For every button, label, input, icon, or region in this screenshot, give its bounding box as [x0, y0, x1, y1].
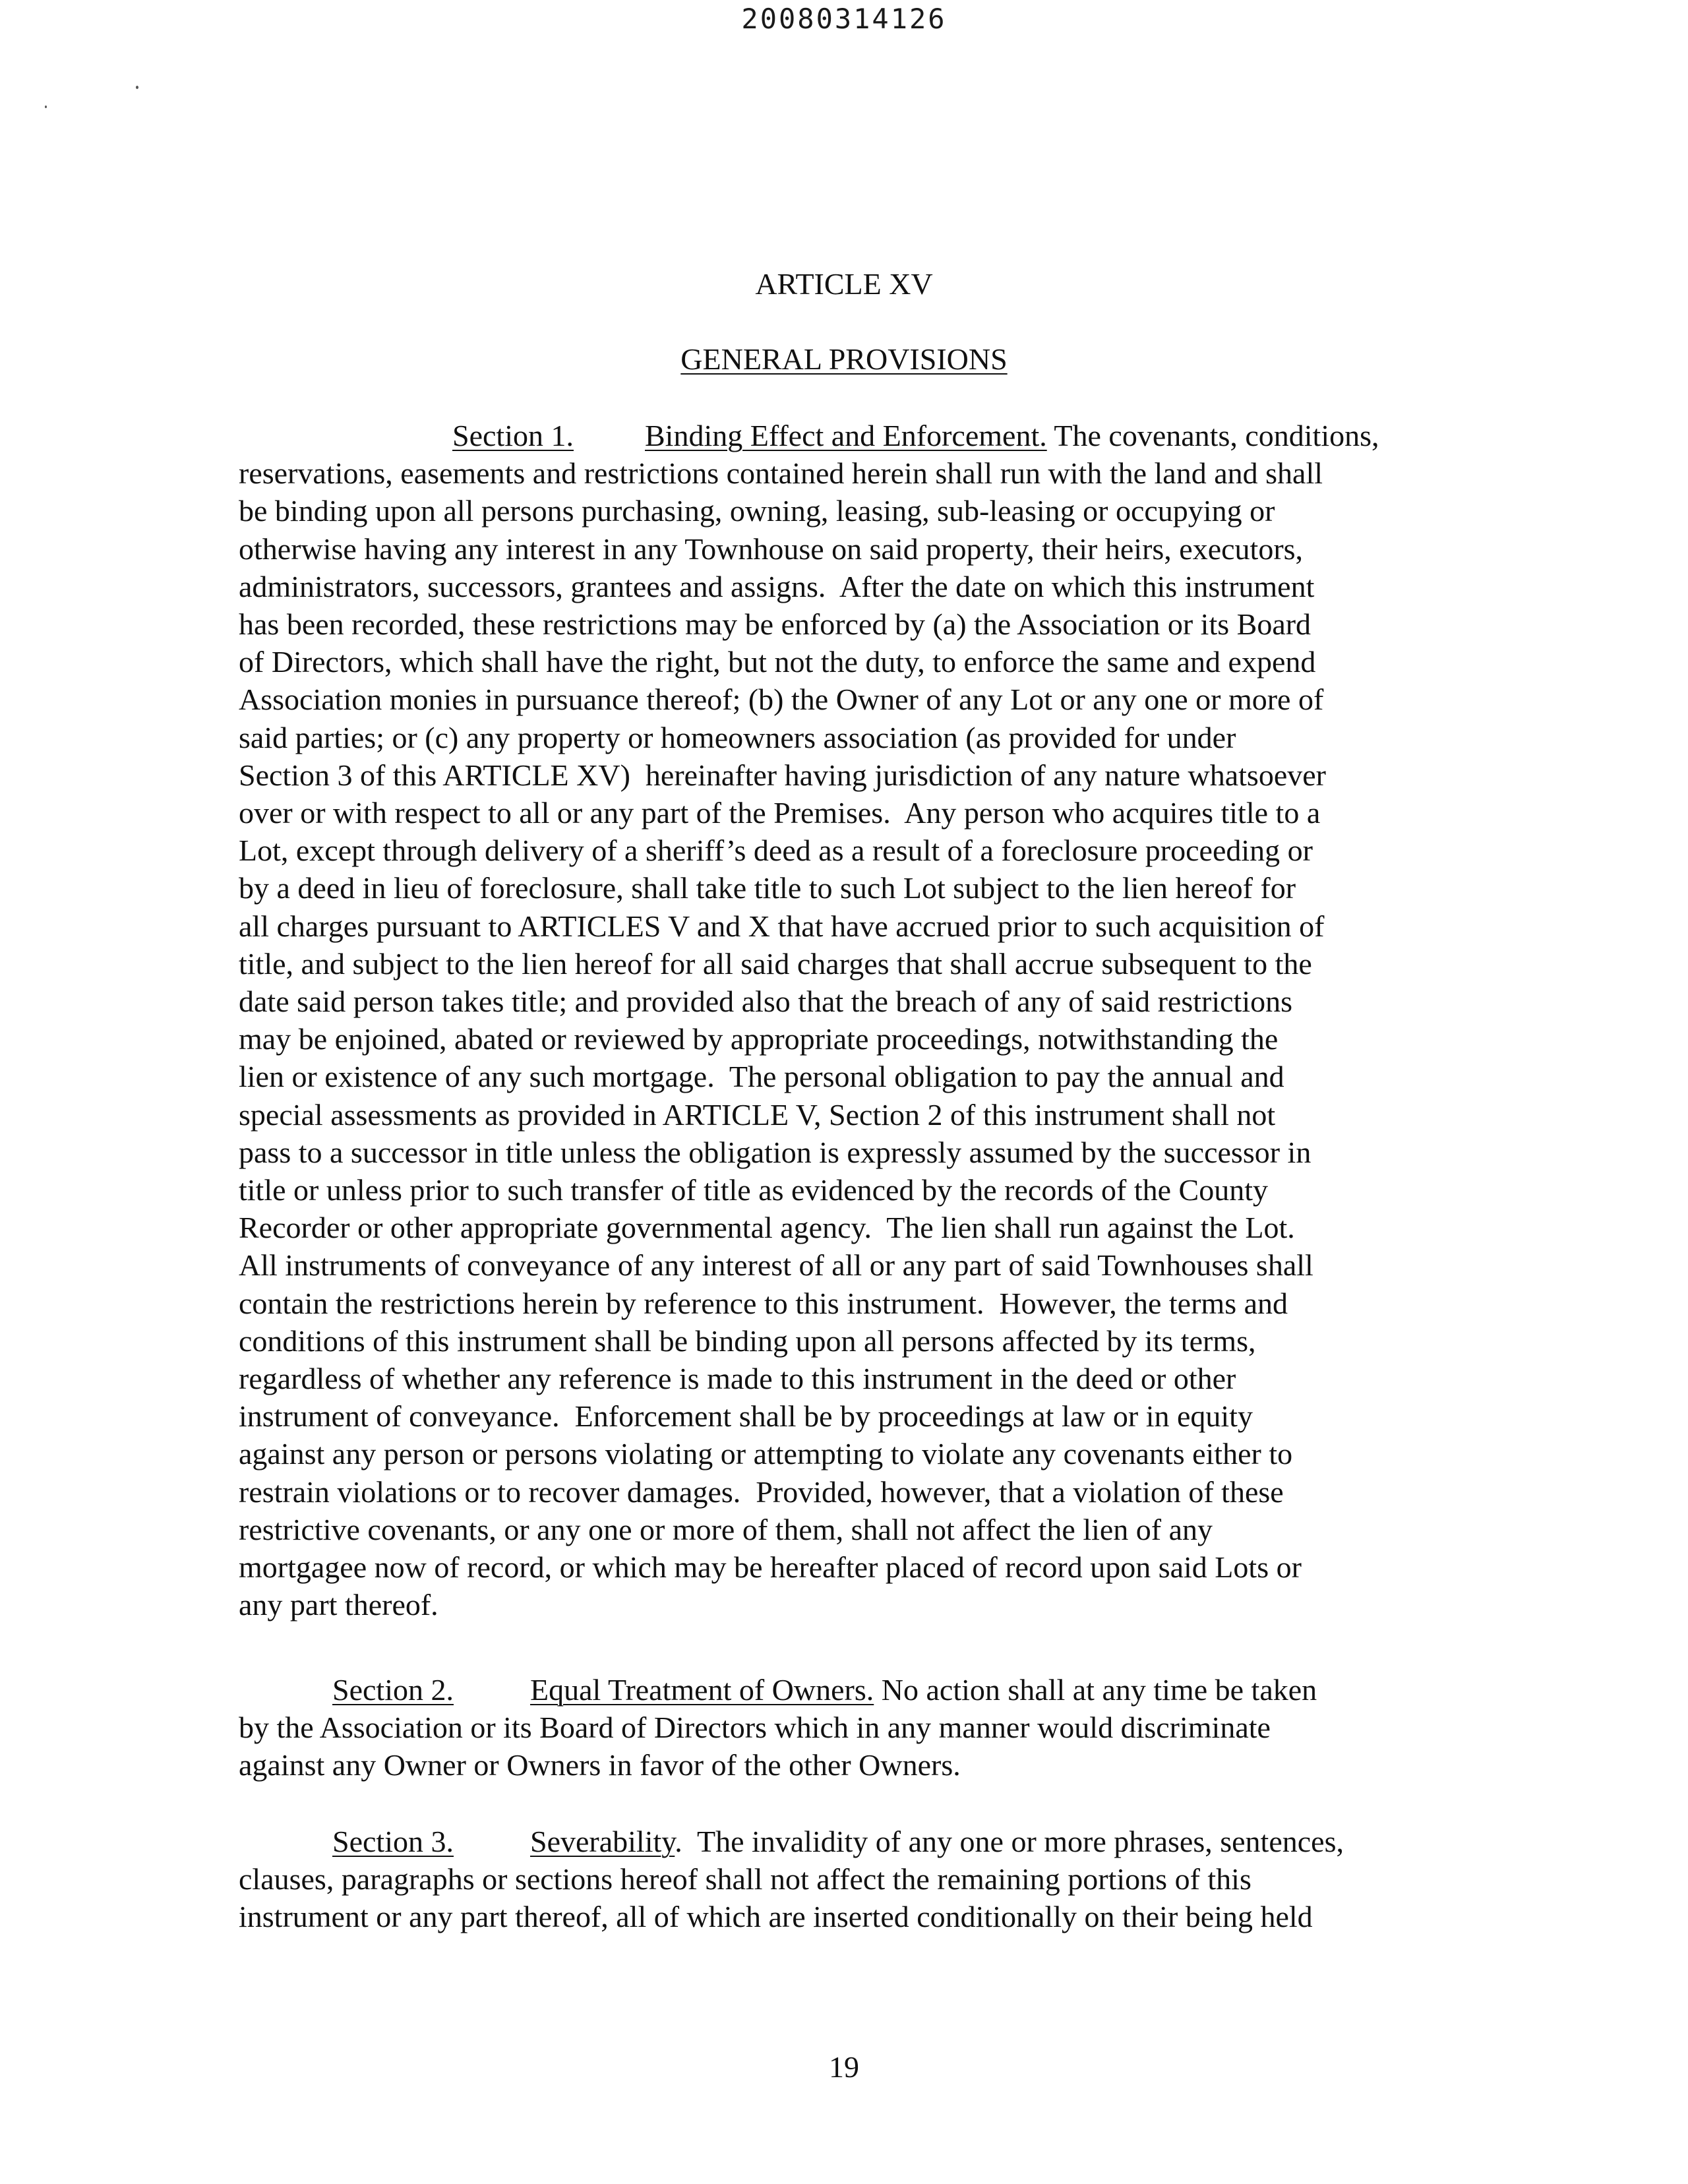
section-1-line: any part thereof. — [239, 1588, 438, 1622]
document-number: 20080314126 — [741, 3, 947, 35]
section-1-line: pass to a successor in title unless the obligation is expressly assumed by the successor in — [239, 1135, 1311, 1169]
article-title: ARTICLE XV — [755, 267, 933, 301]
section-1-line: restrictive covenants, or any one or more of them, shall not affect the lien of any — [239, 1512, 1213, 1546]
section-3-first-line-text: . The invalidity of any one or more phrases, sentences, — [675, 1825, 1344, 1858]
section-1-line: Section 3 of this ARTICLE XV) hereinafter having jurisdiction of any nature whatsoever — [239, 758, 1326, 792]
section-1-line: All instruments of conveyance of any interest of all or any part of said Townhouses shall — [239, 1248, 1313, 1283]
section-1-line: instrument of conveyance. Enforcement shall be by proceedings at law or in equity — [239, 1399, 1253, 1434]
section-3-title: Severability — [530, 1825, 675, 1858]
section-3-label: Section 3. — [332, 1825, 454, 1858]
section-1-line: by a deed in lieu of foreclosure, shall take title to such Lot subject to the lien hereof for — [239, 871, 1296, 905]
section-1-line: regardless of whether any reference is made to this instrument in the deed or other — [239, 1362, 1236, 1396]
section-1-line: title, and subject to the lien hereof for all said charges that shall accrue subsequent to the — [239, 946, 1312, 981]
section-2-first-line — [239, 1671, 1452, 1709]
page-number: 19 — [829, 2050, 859, 2084]
section-3 — [239, 1823, 1452, 1936]
section-1-line: against any person or persons violating or attempting to violate any covenants either to — [239, 1437, 1293, 1471]
section-1-line: Association monies in pursuance thereof; (b) the Owner of any Lot or any one or more of — [239, 682, 1324, 717]
section-1-line: contain the restrictions herein by reference to this instrument. However, the terms and — [239, 1286, 1288, 1320]
section-1-first-line-text: The covenants, conditions, — [1054, 419, 1379, 452]
section-2-label: Section 2. — [332, 1673, 454, 1707]
section-3-first-line — [239, 1823, 1452, 1860]
section-1-line: all charges pursuant to ARTICLES V and X that have accrued prior to such acquisition of — [239, 909, 1325, 943]
section-1-line: be binding upon all persons purchasing, owning, leasing, sub-leasing or occupying or — [239, 494, 1275, 528]
section-1-line: administrators, successors, grantees and assigns. After the date on which this instrument — [239, 569, 1315, 603]
section-1-first-line — [239, 417, 1452, 454]
section-1-line: title or unless prior to such transfer of title as evidenced by the records of the County — [239, 1173, 1269, 1207]
section-2 — [239, 1671, 1452, 1784]
section-2-line: by the Association or its Board of Directors which in any manner would discriminate — [239, 1711, 1271, 1745]
section-3-line: clauses, paragraphs or sections hereof shall not affect the remaining portions of this — [239, 1862, 1251, 1896]
section-1-line: otherwise having any interest in any Townhouse on said property, their heirs, executors, — [239, 531, 1304, 566]
section-1 — [239, 417, 1452, 1624]
section-1-line: Lot, except through delivery of a sheriff’s deed as a result of a foreclosure proceeding or — [239, 834, 1313, 868]
scan-speck — [45, 106, 47, 108]
section-1-line: reservations, easements and restrictions contained herein shall run with the land and shall — [239, 456, 1323, 491]
section-1-line: may be enjoined, abated or reviewed by appropriate proceedings, notwithstanding the — [239, 1022, 1279, 1056]
section-3-line: instrument or any part thereof, all of which are inserted conditionally on their being held — [239, 1900, 1313, 1934]
section-1-line: said parties; or (c) any property or homeowners association (as provided for under — [239, 720, 1236, 754]
section-1-line: lien or existence of any such mortgage. The personal obligation to pay the annual and — [239, 1060, 1284, 1094]
section-1-line: mortgagee now of record, or which may be hereafter placed of record upon said Lots or — [239, 1550, 1302, 1585]
section-1-line: special assessments as provided in ARTICLE V, Section 2 of this instrument shall not — [239, 1097, 1276, 1132]
article-heading-text: GENERAL PROVISIONS — [680, 342, 1008, 376]
section-1-line: restrain violations or to recover damages. Provided, however, that a violation of these — [239, 1474, 1284, 1509]
section-1-line: date said person takes title; and provided also that the breach of any of said restrictions — [239, 985, 1293, 1019]
section-1-line: conditions of this instrument shall be binding upon all persons affected by its terms, — [239, 1323, 1256, 1358]
section-2-first-line-text: No action shall at any time be taken — [881, 1673, 1317, 1707]
section-1-line: has been recorded, these restrictions may be enforced by (a) the Association or its Board — [239, 607, 1311, 642]
article-heading — [0, 342, 1688, 377]
section-2-line: against any Owner or Owners in favor of the other Owners. — [239, 1748, 961, 1782]
section-1-line: of Directors, which shall have the right, but not the duty, to enforce the same and expend — [239, 645, 1316, 679]
section-2-title: Equal Treatment of Owners. — [530, 1673, 874, 1707]
scan-speck — [136, 86, 138, 89]
section-1-line: over or with respect to all or any part of the Premises. Any person who acquires title to a — [239, 796, 1321, 830]
section-1-label: Section 1. — [452, 419, 574, 452]
section-1-title: Binding Effect and Enforcement. — [645, 419, 1047, 452]
section-1-line: Recorder or other appropriate governmental agency. The lien shall run against the Lot. — [239, 1211, 1295, 1245]
